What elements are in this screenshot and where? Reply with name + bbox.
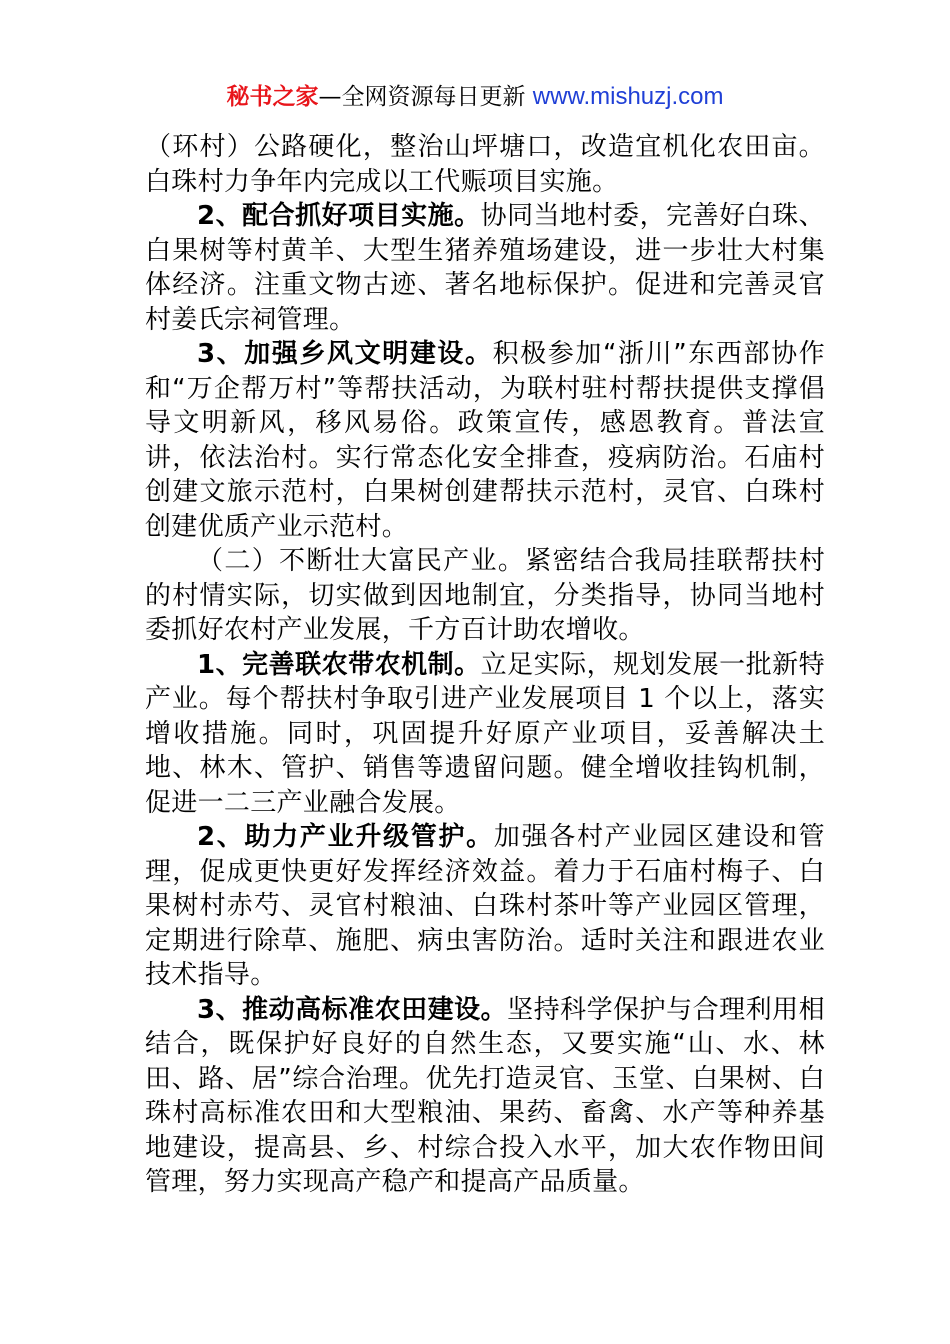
paragraph-text: 协同当地村委，完善好白珠、白果树等村黄羊、大型生猪养殖场建设，进一步壮大村集体经济。注重文物古迹、著名地标保护。促进和完善灵官村姜氏宗祠管理。 (145, 201, 825, 335)
site-header (0, 82, 950, 112)
paragraph-item-2-project (145, 199, 825, 337)
header-tagline: —全网资源每日更新 (318, 84, 526, 110)
paragraph-text: 坚持科学保护与合理利用相结合，既保护好良好的自然生态，又要实施“山、水、林田、路、居”综合治理。优先打造灵官、玉堂、白果树、白珠村高标准农田和大型粮油、果药、畜禽、水产等种养基地建设，提高县、乡、村综合投入水平，加大农作物田间管理，努力实现高产稳产和提高产品质量。 (145, 994, 825, 1197)
paragraph-item-3-farmland (145, 993, 825, 1200)
paragraph-section-2-industry (145, 544, 825, 648)
paragraph-text: （二）不断壮大富民产业。紧密结合我局挂联帮扶村的村情实际，切实做到因地制宜，分类指导，协同当地村委抓好农村产业发展，千方百计助农增收。 (145, 546, 825, 645)
paragraph-heading: 1、完善联农带农机制。 (197, 649, 481, 680)
paragraph-heading: 2、助力产业升级管护。 (197, 822, 494, 852)
site-url-link[interactable]: www.mishuzj.com (532, 83, 724, 110)
paragraph-text: 积极参加“浙川”东西部协作和“万企帮万村”等帮扶活动，为联村驻村帮扶提供支撑倡导文明新风，移风易俗。政策宣传，感恩教育。普法宣讲，依法治村。实行常态化安全排查，疫病防治。石庙村创建文旅示范村，白果树创建帮扶示范村，灵官、白珠村创建优质产业示范村。 (145, 339, 825, 542)
paragraph-heading: 2、配合抓好项目实施。 (197, 201, 481, 231)
paragraph-heading: 3、推动高标准农田建设。 (197, 994, 508, 1025)
paragraph-item-3-civility (145, 337, 825, 544)
paragraph-text: 加强各村产业园区建设和管理，促成更快更好发挥经济效益。着力于石庙村梅子、白果树村赤芍、灵官村粮油、白珠村茶叶等产业园区管理，定期进行除草、施肥、病虫害防治。适时关注和跟进农业技术指导。 (145, 822, 825, 990)
paragraph-text: 立足实际，规划发展一批新特产业。每个帮扶村争取引进产业发展项目 1 个以上，落实增收措施。同时，巩固提升好原产业项目，妥善解决土地、林木、管护、销售等遗留问题。健全增收挂钩机制，促进一二三产业融合发展。 (145, 649, 825, 818)
paragraph-text: （环村）公路硬化，整治山坪塘口，改造宜机化农田亩。白珠村力争年内完成以工代赈项目实施。 (145, 132, 825, 197)
paragraph-item-1-mechanism (145, 648, 825, 821)
paragraph-continued (145, 130, 825, 199)
paragraph-item-2-upgrade (145, 820, 825, 993)
paragraph-heading: 3、加强乡风文明建设。 (197, 339, 493, 369)
brand-name: 秘书之家 (226, 84, 319, 110)
document-body (145, 130, 825, 1200)
